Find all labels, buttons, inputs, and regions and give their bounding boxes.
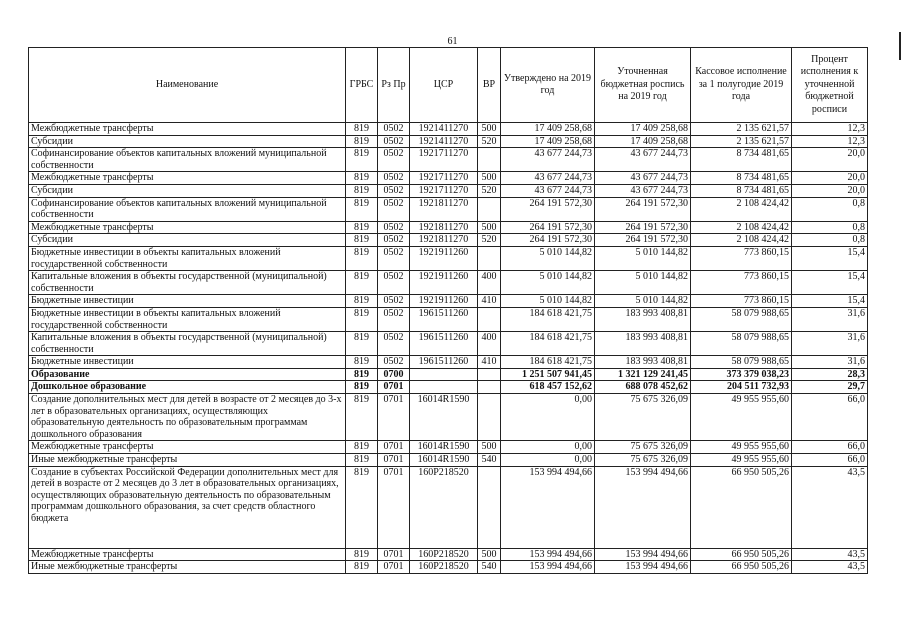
- cell-name: Межбюджетные трансферты: [29, 441, 346, 454]
- cell-cash: 8 734 481,65: [691, 184, 792, 197]
- cell-grbs: 819: [346, 246, 378, 270]
- cell-approved: 153 994 494,66: [501, 561, 595, 574]
- table-row: [29, 454, 868, 467]
- cell-grbs: 819: [346, 368, 378, 381]
- cell-percent: 43,5: [792, 466, 868, 548]
- cell-approved: 43 677 244,73: [501, 184, 595, 197]
- cell-percent: 43,5: [792, 548, 868, 561]
- cell-cash: 66 950 505,26: [691, 561, 792, 574]
- header-name: Наименование: [29, 48, 346, 123]
- table-row: [29, 271, 868, 295]
- cell-vr: [478, 466, 501, 548]
- cell-csr: 160P218520: [410, 561, 478, 574]
- cell-refined: 153 994 494,66: [595, 548, 691, 561]
- cell-refined: 43 677 244,73: [595, 148, 691, 172]
- cell-vr: [478, 368, 501, 381]
- cell-name: Образование: [29, 368, 346, 381]
- cell-cash: 773 860,15: [691, 246, 792, 270]
- cell-refined: 5 010 144,82: [595, 295, 691, 308]
- cell-rzpr: 0502: [378, 197, 410, 221]
- cell-rzpr: 0502: [378, 332, 410, 356]
- cell-csr: 16014R1590: [410, 441, 478, 454]
- cell-name: Межбюджетные трансферты: [29, 123, 346, 136]
- cell-rzpr: 0502: [378, 246, 410, 270]
- cell-approved: 5 010 144,82: [501, 246, 595, 270]
- cell-percent: 66,0: [792, 441, 868, 454]
- cell-refined: 5 010 144,82: [595, 271, 691, 295]
- cell-csr: 1921911260: [410, 295, 478, 308]
- cell-rzpr: 0502: [378, 307, 410, 331]
- table-row: [29, 123, 868, 136]
- cell-name: Иные межбюджетные трансферты: [29, 454, 346, 467]
- cell-grbs: 819: [346, 135, 378, 148]
- cell-name: Межбюджетные трансферты: [29, 548, 346, 561]
- cell-name: Иные межбюджетные трансферты: [29, 561, 346, 574]
- header-refined: Уточненная бюджетная роспись на 2019 год: [595, 48, 691, 123]
- cell-approved: 17 409 258,68: [501, 123, 595, 136]
- budget-execution-table: [28, 47, 868, 574]
- cell-rzpr: 0502: [378, 356, 410, 369]
- cell-grbs: 819: [346, 184, 378, 197]
- table-row: [29, 368, 868, 381]
- cell-rzpr: 0700: [378, 368, 410, 381]
- cell-cash: 8 734 481,65: [691, 172, 792, 185]
- header-cash: Кассовое исполнение за 1 полугодие 2019 года: [691, 48, 792, 123]
- cell-vr: 540: [478, 561, 501, 574]
- cell-refined: 183 993 408,81: [595, 356, 691, 369]
- cell-refined: 5 010 144,82: [595, 246, 691, 270]
- cell-vr: 500: [478, 172, 501, 185]
- cell-rzpr: 0502: [378, 271, 410, 295]
- cell-percent: 28,3: [792, 368, 868, 381]
- cell-rzpr: 0502: [378, 148, 410, 172]
- cell-cash: 8 734 481,65: [691, 148, 792, 172]
- cell-vr: 400: [478, 271, 501, 295]
- cell-rzpr: 0502: [378, 184, 410, 197]
- cell-grbs: 819: [346, 441, 378, 454]
- cell-vr: [478, 394, 501, 441]
- cell-rzpr: 0701: [378, 548, 410, 561]
- table-row: [29, 381, 868, 394]
- cell-refined: 17 409 258,68: [595, 123, 691, 136]
- cell-name: Бюджетные инвестиции в объекты капитальных вложений государственной собственности: [29, 246, 346, 270]
- cell-csr: 1921711270: [410, 172, 478, 185]
- cell-refined: 75 675 326,09: [595, 454, 691, 467]
- cell-percent: 31,6: [792, 356, 868, 369]
- cell-grbs: 819: [346, 148, 378, 172]
- cell-cash: 2 108 424,42: [691, 234, 792, 247]
- cell-rzpr: 0502: [378, 172, 410, 185]
- cell-vr: [478, 307, 501, 331]
- cell-approved: 153 994 494,66: [501, 548, 595, 561]
- table-row: [29, 197, 868, 221]
- cell-percent: 15,4: [792, 271, 868, 295]
- cell-percent: 20,0: [792, 184, 868, 197]
- table-row: [29, 184, 868, 197]
- cell-csr: [410, 368, 478, 381]
- cell-approved: 264 191 572,30: [501, 234, 595, 247]
- cell-refined: 183 993 408,81: [595, 307, 691, 331]
- table-row: [29, 295, 868, 308]
- cell-percent: 12,3: [792, 123, 868, 136]
- cell-rzpr: 0701: [378, 466, 410, 548]
- table-header-row: [29, 48, 868, 123]
- cell-name: Создание дополнительных мест для детей в возрасте от 2 месяцев до 3-х лет в образовательных организациях, осуществляющих образовательную деятельность по образовательным программам дошкольного образования: [29, 394, 346, 441]
- scan-edge-mark: [899, 32, 901, 60]
- cell-cash: 58 079 988,65: [691, 332, 792, 356]
- cell-percent: 15,4: [792, 246, 868, 270]
- cell-grbs: 819: [346, 271, 378, 295]
- cell-vr: 520: [478, 184, 501, 197]
- cell-grbs: 819: [346, 307, 378, 331]
- cell-grbs: 819: [346, 548, 378, 561]
- cell-vr: 410: [478, 356, 501, 369]
- cell-name: Бюджетные инвестиции: [29, 295, 346, 308]
- cell-csr: 160P218520: [410, 466, 478, 548]
- cell-grbs: 819: [346, 466, 378, 548]
- cell-cash: 2 108 424,42: [691, 221, 792, 234]
- cell-vr: 540: [478, 454, 501, 467]
- cell-percent: 0,8: [792, 234, 868, 247]
- cell-grbs: 819: [346, 295, 378, 308]
- cell-name: Субсидии: [29, 234, 346, 247]
- cell-cash: 66 950 505,26: [691, 466, 792, 548]
- cell-vr: [478, 381, 501, 394]
- cell-vr: 410: [478, 295, 501, 308]
- cell-refined: 43 677 244,73: [595, 184, 691, 197]
- cell-grbs: 819: [346, 394, 378, 441]
- cell-refined: 17 409 258,68: [595, 135, 691, 148]
- cell-grbs: 819: [346, 561, 378, 574]
- cell-percent: 12,3: [792, 135, 868, 148]
- cell-rzpr: 0502: [378, 123, 410, 136]
- cell-name: Софинансирование объектов капитальных вложений муниципальной собственности: [29, 197, 346, 221]
- cell-csr: 1961511260: [410, 356, 478, 369]
- cell-grbs: 819: [346, 381, 378, 394]
- cell-csr: 16014R1590: [410, 394, 478, 441]
- cell-vr: 500: [478, 123, 501, 136]
- cell-name: Межбюджетные трансферты: [29, 172, 346, 185]
- header-csr: ЦСР: [410, 48, 478, 123]
- cell-refined: 688 078 452,62: [595, 381, 691, 394]
- cell-grbs: 819: [346, 221, 378, 234]
- cell-refined: 43 677 244,73: [595, 172, 691, 185]
- cell-grbs: 819: [346, 123, 378, 136]
- cell-cash: 2 108 424,42: [691, 197, 792, 221]
- cell-vr: [478, 197, 501, 221]
- cell-percent: 20,0: [792, 148, 868, 172]
- table-row: [29, 234, 868, 247]
- cell-name: Субсидии: [29, 135, 346, 148]
- table-row: [29, 548, 868, 561]
- table-row: [29, 356, 868, 369]
- cell-rzpr: 0701: [378, 441, 410, 454]
- cell-approved: 264 191 572,30: [501, 197, 595, 221]
- cell-refined: 153 994 494,66: [595, 466, 691, 548]
- cell-approved: 43 677 244,73: [501, 148, 595, 172]
- cell-approved: 184 618 421,75: [501, 332, 595, 356]
- cell-refined: 264 191 572,30: [595, 221, 691, 234]
- cell-csr: 1921911260: [410, 271, 478, 295]
- cell-name: Софинансирование объектов капитальных вложений муниципальной собственности: [29, 148, 346, 172]
- header-grbs: ГРБС: [346, 48, 378, 123]
- cell-approved: 5 010 144,82: [501, 295, 595, 308]
- cell-vr: 400: [478, 332, 501, 356]
- cell-csr: 1921711270: [410, 184, 478, 197]
- cell-grbs: 819: [346, 454, 378, 467]
- cell-csr: 1921811270: [410, 197, 478, 221]
- cell-vr: 520: [478, 234, 501, 247]
- cell-csr: 1921711270: [410, 148, 478, 172]
- cell-cash: 773 860,15: [691, 295, 792, 308]
- cell-approved: 0,00: [501, 394, 595, 441]
- cell-approved: 0,00: [501, 454, 595, 467]
- cell-cash: 2 135 621,57: [691, 135, 792, 148]
- cell-percent: 66,0: [792, 454, 868, 467]
- cell-grbs: 819: [346, 172, 378, 185]
- cell-percent: 29,7: [792, 381, 868, 394]
- cell-approved: 264 191 572,30: [501, 221, 595, 234]
- cell-rzpr: 0701: [378, 381, 410, 394]
- cell-cash: 2 135 621,57: [691, 123, 792, 136]
- cell-vr: [478, 246, 501, 270]
- page-number: 61: [447, 36, 458, 47]
- header-approved: Утверждено на 2019 год: [501, 48, 595, 123]
- cell-name: Бюджетные инвестиции: [29, 356, 346, 369]
- cell-percent: 15,4: [792, 295, 868, 308]
- cell-percent: 31,6: [792, 307, 868, 331]
- cell-vr: 500: [478, 441, 501, 454]
- cell-cash: 49 955 955,60: [691, 454, 792, 467]
- cell-refined: 153 994 494,66: [595, 561, 691, 574]
- cell-approved: 17 409 258,68: [501, 135, 595, 148]
- table-row: [29, 561, 868, 574]
- cell-percent: 20,0: [792, 172, 868, 185]
- header-rzpr: Рз Пр: [378, 48, 410, 123]
- cell-refined: 264 191 572,30: [595, 197, 691, 221]
- cell-cash: 49 955 955,60: [691, 394, 792, 441]
- cell-grbs: 819: [346, 197, 378, 221]
- cell-name: Межбюджетные трансферты: [29, 221, 346, 234]
- cell-name: Дошкольное образование: [29, 381, 346, 394]
- cell-percent: 66,0: [792, 394, 868, 441]
- cell-rzpr: 0502: [378, 135, 410, 148]
- cell-refined: 75 675 326,09: [595, 441, 691, 454]
- cell-csr: 16014R1590: [410, 454, 478, 467]
- cell-rzpr: 0701: [378, 394, 410, 441]
- table-row: [29, 466, 868, 548]
- table-row: [29, 307, 868, 331]
- cell-grbs: 819: [346, 234, 378, 247]
- cell-approved: 153 994 494,66: [501, 466, 595, 548]
- cell-approved: 5 010 144,82: [501, 271, 595, 295]
- cell-name: Создание в субъектах Российской Федерации дополнительных мест для детей в возрасте от 2 месяцев до 3 лет в образовательных организациях, осуществляющих образовательную деятельность по образовательным программам дошкольного образования, за счет средств областного бюджета: [29, 466, 346, 548]
- cell-vr: [478, 148, 501, 172]
- cell-approved: 1 251 507 941,45: [501, 368, 595, 381]
- cell-approved: 184 618 421,75: [501, 356, 595, 369]
- cell-cash: 49 955 955,60: [691, 441, 792, 454]
- cell-vr: 520: [478, 135, 501, 148]
- cell-percent: 0,8: [792, 221, 868, 234]
- table-row: [29, 441, 868, 454]
- table-body: [29, 123, 868, 574]
- cell-csr: 1921411270: [410, 135, 478, 148]
- cell-cash: 204 511 732,93: [691, 381, 792, 394]
- cell-approved: 0,00: [501, 441, 595, 454]
- cell-refined: 264 191 572,30: [595, 234, 691, 247]
- cell-approved: 43 677 244,73: [501, 172, 595, 185]
- cell-csr: 1921811270: [410, 221, 478, 234]
- table-row: [29, 394, 868, 441]
- cell-csr: [410, 381, 478, 394]
- table-row: [29, 148, 868, 172]
- cell-rzpr: 0502: [378, 234, 410, 247]
- cell-cash: 58 079 988,65: [691, 307, 792, 331]
- cell-vr: 500: [478, 221, 501, 234]
- table-row: [29, 221, 868, 234]
- header-vr: ВР: [478, 48, 501, 123]
- table-row: [29, 246, 868, 270]
- cell-csr: 1921811270: [410, 234, 478, 247]
- cell-csr: 160P218520: [410, 548, 478, 561]
- cell-cash: 58 079 988,65: [691, 356, 792, 369]
- cell-approved: 184 618 421,75: [501, 307, 595, 331]
- cell-csr: 1921411270: [410, 123, 478, 136]
- cell-rzpr: 0502: [378, 221, 410, 234]
- cell-name: Субсидии: [29, 184, 346, 197]
- cell-rzpr: 0502: [378, 295, 410, 308]
- table-row: [29, 172, 868, 185]
- cell-grbs: 819: [346, 332, 378, 356]
- cell-refined: 75 675 326,09: [595, 394, 691, 441]
- cell-csr: 1961511260: [410, 307, 478, 331]
- cell-cash: 66 950 505,26: [691, 548, 792, 561]
- cell-name: Капитальные вложения в объекты государственной (муниципальной) собственности: [29, 271, 346, 295]
- header-percent: Процент исполнения к уточненной бюджетной росписи: [792, 48, 868, 123]
- cell-rzpr: 0701: [378, 454, 410, 467]
- cell-csr: 1961511260: [410, 332, 478, 356]
- cell-name: Капитальные вложения в объекты государственной (муниципальной) собственности: [29, 332, 346, 356]
- cell-percent: 31,6: [792, 332, 868, 356]
- cell-percent: 0,8: [792, 197, 868, 221]
- cell-percent: 43,5: [792, 561, 868, 574]
- cell-approved: 618 457 152,62: [501, 381, 595, 394]
- cell-refined: 1 321 129 241,45: [595, 368, 691, 381]
- table-row: [29, 135, 868, 148]
- cell-refined: 183 993 408,81: [595, 332, 691, 356]
- cell-cash: 373 379 038,23: [691, 368, 792, 381]
- cell-vr: 500: [478, 548, 501, 561]
- cell-cash: 773 860,15: [691, 271, 792, 295]
- table-row: [29, 332, 868, 356]
- cell-name: Бюджетные инвестиции в объекты капитальных вложений государственной собственности: [29, 307, 346, 331]
- cell-rzpr: 0701: [378, 561, 410, 574]
- cell-grbs: 819: [346, 356, 378, 369]
- cell-csr: 1921911260: [410, 246, 478, 270]
